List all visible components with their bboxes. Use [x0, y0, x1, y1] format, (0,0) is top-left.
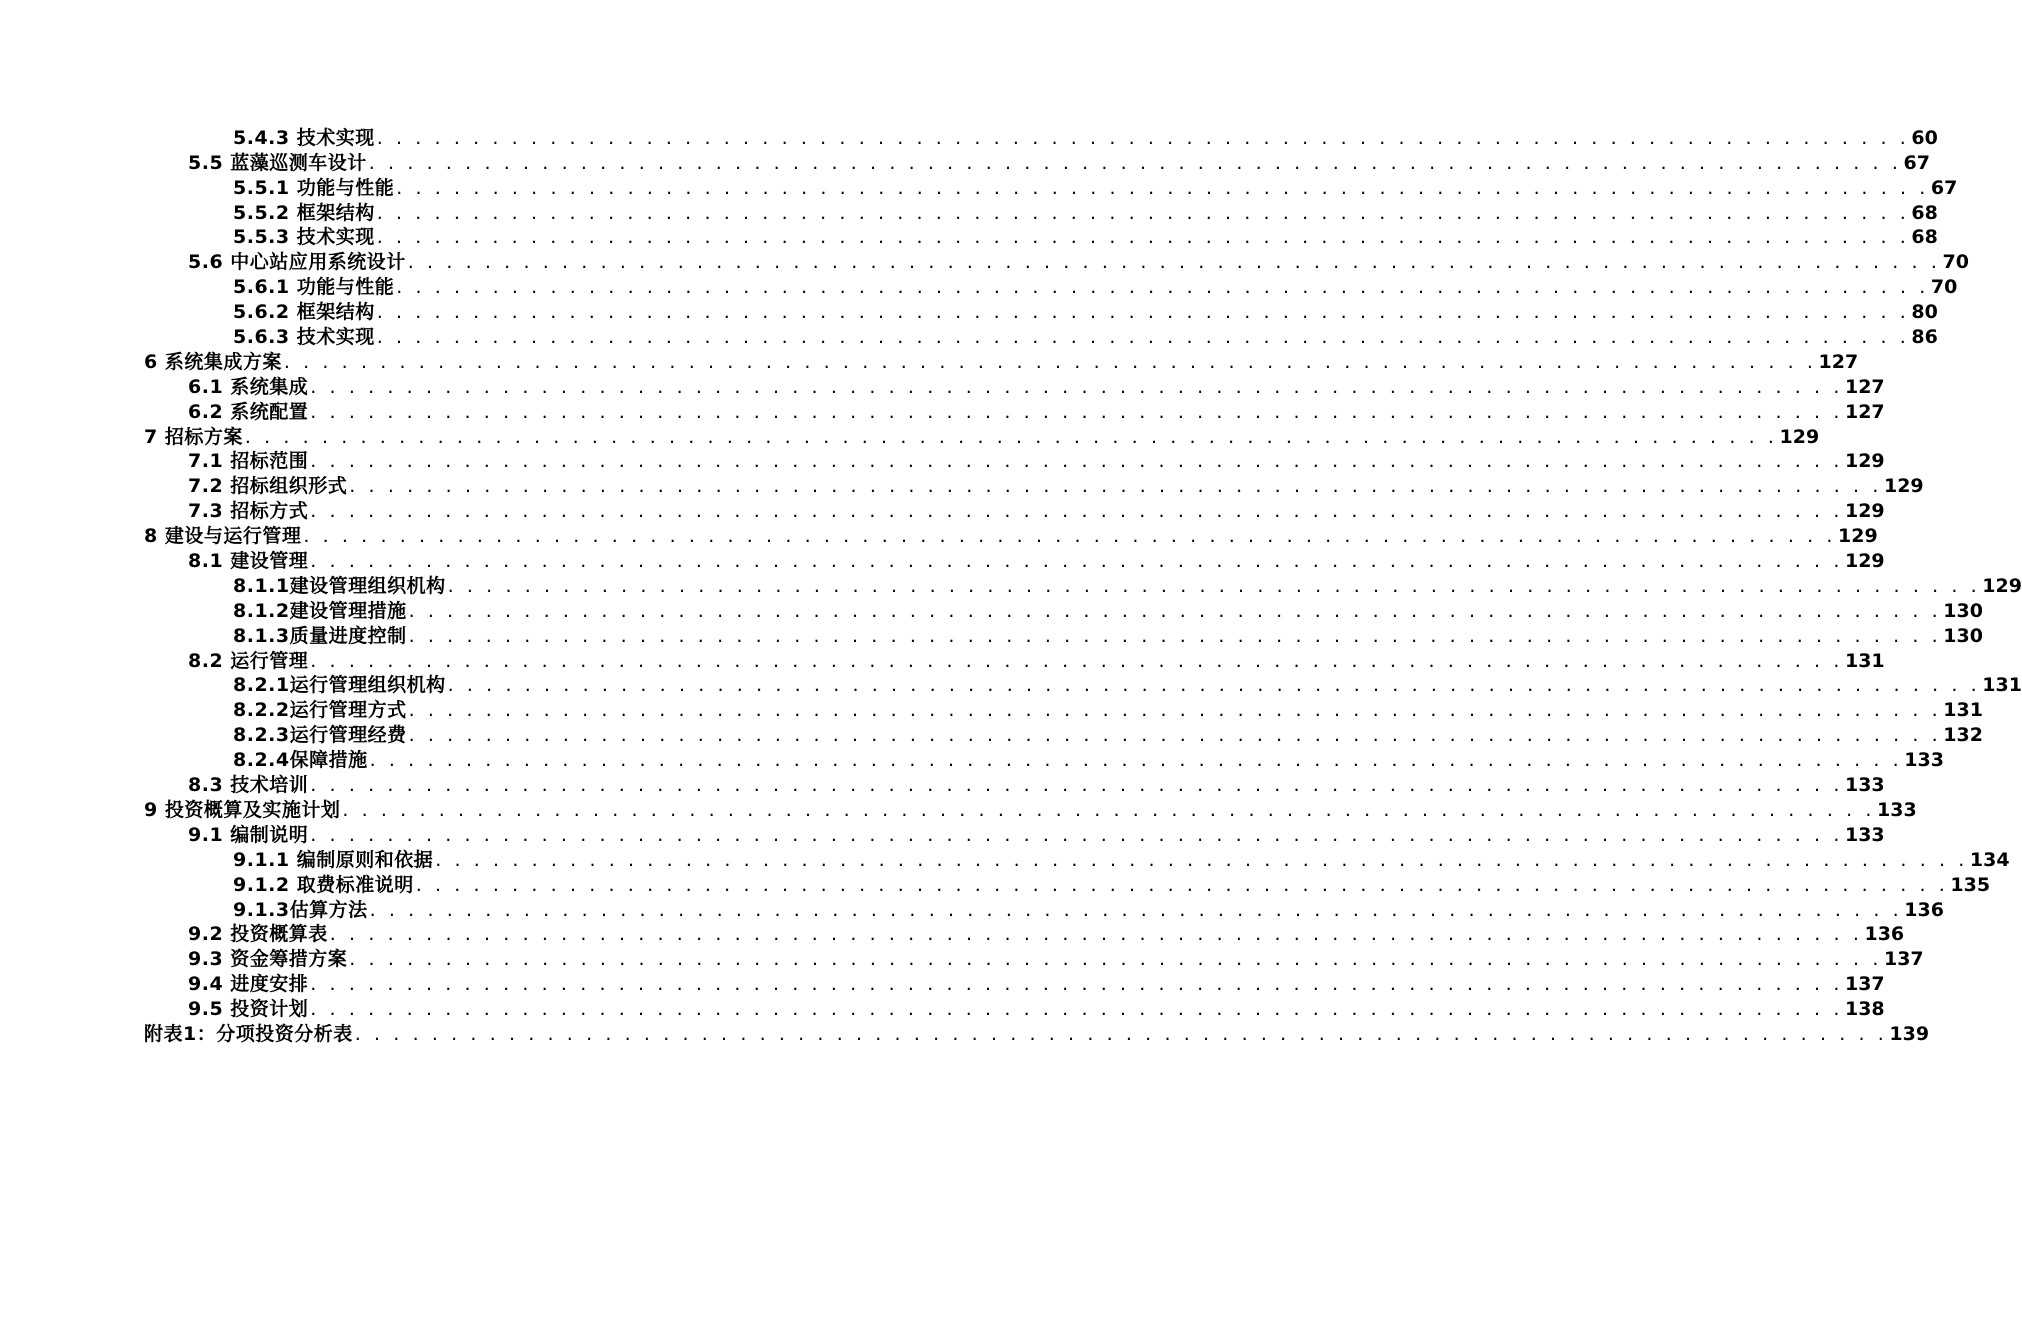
toc-entry-title: 9.2 投资概算表 — [188, 923, 328, 946]
toc-entry[interactable] — [144, 423, 1820, 448]
toc-dot-leader: . . . . . . . . . . . . . . . . . . . . . . . . . . . . . . . . . . . . . . . . . . . . . . . . . . . . . . . . . . . . . . . . . . . . . . . . . . . . . . . . — [310, 649, 1843, 672]
toc-entry-title: 7.3 招标方式 — [188, 500, 309, 523]
toc-entry-title: 8.1.1建设管理组织机构 — [233, 574, 446, 597]
toc-dot-leader: . . . . . . . . . . . . . . . . . . . . . . . . . . . . . . . . . . . . . . . . . . . . . . . . . . . . . . . . . . . . . . . . . . . . . . . . . . . . . . . . — [310, 774, 1843, 797]
toc-dot-leader: . . . . . . . . . . . . . . . . . . . . . . . . . . . . . . . . . . . . . . . . . . . . . . . . . . . . . . . . . . . . . . . . . . . . . . . . . . . . . . . . — [310, 550, 1843, 573]
toc-page-number: 129 — [1844, 550, 1885, 573]
toc-dot-leader: . . . . . . . . . . . . . . . . . . . . . . . . . . . . . . . . . . . . . . . . . . . . . . . . . . . . . . . . . . . . . . . . . . . . . . . . . . . . . . . . — [310, 450, 1843, 473]
toc-entry[interactable] — [188, 821, 1885, 846]
toc-entry-title: 5.6.3 技术实现 — [233, 326, 375, 349]
toc-entry[interactable] — [233, 696, 1983, 722]
toc-dot-leader: . . . . . . . . . . . . . . . . . . . . . . . . . . . . . . . . . . . . . . . . . . . . . . . . . . . . . . . . . . . . . . . . . . . . . . . . . . . . . . . . — [329, 923, 1863, 946]
toc-dot-leader: . . . . . . . . . . . . . . . . . . . . . . . . . . . . . . . . . . . . . . . . . . . . . . . . . . . . . . . . . . . . . . . . . . . . . . . . . . . . . . . . — [396, 276, 1929, 299]
toc-entry[interactable] — [144, 522, 1878, 548]
toc-page-number: 127 — [1818, 350, 1859, 373]
toc-dot-leader: . . . . . . . . . . . . . . . . . . . . . . . . . . . . . . . . . . . . . . . . . . . . . . . . . . . . . . . . . . . . . . . . . . . . . . . . . . . . . . . . — [303, 525, 1837, 548]
toc-page-number: 129 — [1844, 500, 1885, 523]
toc-entry-title: 9.3 资金筹措方案 — [188, 948, 348, 971]
toc-dot-leader: . . . . . . . . . . . . . . . . . . . . . . . . . . . . . . . . . . . . . . . . . . . . . . . . . . . . . . . . . . . . . . . . . . . . . . . . . . . . . . . . — [369, 749, 1903, 772]
toc-entry[interactable] — [188, 995, 1885, 1021]
toc-entry[interactable] — [188, 771, 1885, 797]
toc-dot-leader: . . . . . . . . . . . . . . . . . . . . . . . . . . . . . . . . . . . . . . . . . . . . . . . . . . . . . . . . . . . . . . . . . . . . . . . . . . . . . . . . — [368, 151, 1902, 174]
toc-entry[interactable] — [188, 497, 1885, 523]
toc-dot-leader: . . . . . . . . . . . . . . . . . . . . . . . . . . . . . . . . . . . . . . . . . . . . . . . . . . . . . . . . . . . . . . . . . . . . . . . . . . . . . . . . — [396, 176, 1929, 199]
toc-entry-title: 9.1.3估算方法 — [233, 898, 368, 921]
toc-dot-leader: . . . . . . . . . . . . . . . . . . . . . . . . . . . . . . . . . . . . . . . . . . . . . . . . . . . . . . . . . . . . . . . . . . . . . . . . . . . . . . . . — [354, 1022, 1888, 1045]
toc-page-number: 134 — [1969, 848, 2010, 871]
toc-entry-title: 8.1.2建设管理措施 — [233, 599, 407, 622]
toc-page-number: 127 — [1844, 400, 1885, 423]
toc-page-number: 138 — [1844, 998, 1885, 1021]
toc-page-number: 137 — [1883, 948, 1924, 971]
toc-page-number: 68 — [1911, 201, 1938, 224]
toc-entry[interactable] — [233, 572, 2022, 597]
toc-entry[interactable] — [188, 547, 1885, 573]
toc-entry[interactable] — [233, 174, 1958, 199]
toc-entry[interactable] — [188, 647, 1885, 672]
toc-dot-leader: . . . . . . . . . . . . . . . . . . . . . . . . . . . . . . . . . . . . . . . . . . . . . . . . . . . . . . . . . . . . . . . . . . . . . . . . . . . . . . . . — [310, 973, 1843, 996]
toc-entry-title: 5.4.3 技术实现 — [233, 126, 375, 149]
toc-entry-title: 9.1.2 取费标准说明 — [233, 873, 414, 896]
toc-dot-leader: . . . . . . . . . . . . . . . . . . . . . . . . . . . . . . . . . . . . . . . . . . . . . . . . . . . . . . . . . . . . . . . . . . . . . . . . . . . . . . . . — [415, 873, 1949, 896]
toc-page-number: 129 — [1883, 475, 1924, 498]
toc-page-number: 131 — [1844, 649, 1885, 672]
toc-entry-title: 8.2.1运行管理组织机构 — [233, 674, 446, 697]
toc-dot-leader: . . . . . . . . . . . . . . . . . . . . . . . . . . . . . . . . . . . . . . . . . . . . . . . . . . . . . . . . . . . . . . . . . . . . . . . . . . . . . . . . — [310, 823, 1843, 846]
toc-page-number: 70 — [1942, 251, 1969, 274]
toc-page-number: 129 — [1844, 450, 1885, 473]
toc-dot-leader: . . . . . . . . . . . . . . . . . . . . . . . . . . . . . . . . . . . . . . . . . . . . . . . . . . . . . . . . . . . . . . . . . . . . . . . . . . . . . . . . — [283, 350, 1817, 373]
toc-entry[interactable] — [144, 796, 1917, 821]
toc-entry[interactable] — [233, 721, 1983, 747]
toc-entry-title: 5.6 中心站应用系统设计 — [188, 251, 406, 274]
toc-entry[interactable] — [188, 248, 1969, 274]
toc-dot-leader: . . . . . . . . . . . . . . . . . . . . . . . . . . . . . . . . . . . . . . . . . . . . . . . . . . . . . . . . . . . . . . . . . . . . . . . . . . . . . . . . — [369, 898, 1903, 921]
toc-dot-leader: . . . . . . . . . . . . . . . . . . . . . . . . . . . . . . . . . . . . . . . . . . . . . . . . . . . . . . . . . . . . . . . . . . . . . . . . . . . . . . . . — [435, 848, 1968, 871]
toc-entry[interactable] — [233, 224, 1938, 249]
toc-page-number: 133 — [1877, 798, 1917, 821]
toc-entry-title: 6.1 系统集成 — [188, 375, 309, 398]
toc-page-number: 80 — [1911, 301, 1938, 324]
toc-page-number: 130 — [1943, 624, 1983, 647]
toc-dot-leader: . . . . . . . . . . . . . . . . . . . . . . . . . . . . . . . . . . . . . . . . . . . . . . . . . . . . . . . . . . . . . . . . . . . . . . . . . . . . . . . . — [376, 201, 1910, 224]
toc-entry[interactable] — [233, 298, 1938, 324]
toc-entry[interactable] — [188, 448, 1885, 473]
toc-dot-leader: . . . . . . . . . . . . . . . . . . . . . . . . . . . . . . . . . . . . . . . . . . . . . . . . . . . . . . . . . . . . . . . . . . . . . . . . . . . . . . . . — [376, 126, 1910, 149]
toc-page-number: 67 — [1930, 176, 1958, 199]
toc-entry[interactable] — [233, 896, 1944, 921]
toc-entry[interactable] — [188, 472, 1924, 498]
toc-entry[interactable] — [144, 1020, 1930, 1045]
toc-entry-title: 9 投资概算及实施计划 — [144, 798, 341, 821]
toc-entry-title: 5.6.1 功能与性能 — [233, 276, 395, 299]
toc-entry[interactable] — [188, 373, 1885, 398]
toc-page-number: 129 — [1779, 425, 1820, 448]
toc-dot-leader: . . . . . . . . . . . . . . . . . . . . . . . . . . . . . . . . . . . . . . . . . . . . . . . . . . . . . . . . . . . . . . . . . . . . . . . . . . . . . . . . — [408, 724, 1942, 747]
toc-dot-leader: . . . . . . . . . . . . . . . . . . . . . . . . . . . . . . . . . . . . . . . . . . . . . . . . . . . . . . . . . . . . . . . . . . . . . . . . . . . . . . . . — [376, 326, 1910, 349]
toc-entry-title: 8.2 运行管理 — [188, 649, 309, 672]
toc-dot-leader: . . . . . . . . . . . . . . . . . . . . . . . . . . . . . . . . . . . . . . . . . . . . . . . . . . . . . . . . . . . . . . . . . . . . . . . . . . . . . . . . — [407, 251, 1941, 274]
toc-entry-title: 9.4 进度安排 — [188, 973, 309, 996]
toc-dot-leader: . . . . . . . . . . . . . . . . . . . . . . . . . . . . . . . . . . . . . . . . . . . . . . . . . . . . . . . . . . . . . . . . . . . . . . . . . . . . . . . . — [447, 574, 1981, 597]
toc-entry-title: 9.1 编制说明 — [188, 823, 309, 846]
toc-entry-title: 8.3 技术培训 — [188, 774, 309, 797]
toc-page-number: 68 — [1911, 226, 1938, 249]
toc-dot-leader: . . . . . . . . . . . . . . . . . . . . . . . . . . . . . . . . . . . . . . . . . . . . . . . . . . . . . . . . . . . . . . . . . . . . . . . . . . . . . . . . — [376, 226, 1910, 249]
toc-dot-leader: . . . . . . . . . . . . . . . . . . . . . . . . . . . . . . . . . . . . . . . . . . . . . . . . . . . . . . . . . . . . . . . . . . . . . . . . . . . . . . . . — [310, 998, 1843, 1021]
toc-page-number: 132 — [1943, 724, 1983, 747]
toc-entry[interactable] — [188, 398, 1885, 423]
toc-dot-leader: . . . . . . . . . . . . . . . . . . . . . . . . . . . . . . . . . . . . . . . . . . . . . . . . . . . . . . . . . . . . . . . . . . . . . . . . . . . . . . . . — [342, 798, 1876, 821]
toc-entry-title: 8.2.4保障措施 — [233, 749, 368, 772]
toc-entry-title: 5.5.3 技术实现 — [233, 226, 375, 249]
toc-dot-leader: . . . . . . . . . . . . . . . . . . . . . . . . . . . . . . . . . . . . . . . . . . . . . . . . . . . . . . . . . . . . . . . . . . . . . . . . . . . . . . . . — [408, 599, 1942, 622]
toc-page-number: 131 — [1943, 699, 1983, 722]
toc-entry-title: 6 系统集成方案 — [144, 350, 282, 373]
toc-entry[interactable] — [233, 323, 1938, 349]
toc-entry[interactable] — [233, 273, 1958, 299]
toc-page-number: 131 — [1982, 674, 2022, 697]
toc-entry[interactable] — [233, 199, 1938, 224]
table-of-contents — [0, 124, 2022, 1045]
toc-page-number: 133 — [1844, 823, 1885, 846]
toc-dot-leader: . . . . . . . . . . . . . . . . . . . . . . . . . . . . . . . . . . . . . . . . . . . . . . . . . . . . . . . . . . . . . . . . . . . . . . . . . . . . . . . . — [310, 500, 1843, 523]
toc-entry[interactable] — [233, 124, 1938, 149]
toc-entry-title: 5.5.1 功能与性能 — [233, 176, 395, 199]
toc-dot-leader: . . . . . . . . . . . . . . . . . . . . . . . . . . . . . . . . . . . . . . . . . . . . . . . . . . . . . . . . . . . . . . . . . . . . . . . . . . . . . . . . — [349, 948, 1882, 971]
toc-page-number: 129 — [1838, 525, 1878, 548]
toc-dot-leader: . . . . . . . . . . . . . . . . . . . . . . . . . . . . . . . . . . . . . . . . . . . . . . . . . . . . . . . . . . . . . . . . . . . . . . . . . . . . . . . . — [408, 624, 1942, 647]
toc-entry[interactable] — [188, 970, 1885, 996]
toc-entry-title: 5.5.2 框架结构 — [233, 201, 375, 224]
toc-entry-title: 7.1 招标范围 — [188, 450, 309, 473]
toc-entry[interactable] — [144, 348, 1859, 373]
toc-entry-title: 附表1：分项投资分析表 — [144, 1022, 353, 1045]
toc-entry[interactable] — [188, 921, 1905, 946]
toc-page-number: 133 — [1844, 774, 1885, 797]
toc-page-number: 70 — [1930, 276, 1958, 299]
toc-page-number: 86 — [1911, 326, 1938, 349]
toc-dot-leader: . . . . . . . . . . . . . . . . . . . . . . . . . . . . . . . . . . . . . . . . . . . . . . . . . . . . . . . . . . . . . . . . . . . . . . . . . . . . . . . . — [447, 674, 1981, 697]
toc-entry[interactable] — [233, 597, 1983, 622]
toc-entry[interactable] — [233, 746, 1944, 772]
toc-page-number: 133 — [1904, 749, 1944, 772]
toc-page-number: 139 — [1889, 1022, 1930, 1045]
toc-page-number: 136 — [1904, 898, 1944, 921]
toc-entry[interactable] — [188, 149, 1930, 174]
toc-dot-leader: . . . . . . . . . . . . . . . . . . . . . . . . . . . . . . . . . . . . . . . . . . . . . . . . . . . . . . . . . . . . . . . . . . . . . . . . . . . . . . . . — [310, 400, 1843, 423]
toc-page-number: 130 — [1943, 599, 1983, 622]
toc-entry-title: 7.2 招标组织形式 — [188, 475, 348, 498]
toc-entry-title: 8.2.2运行管理方式 — [233, 699, 407, 722]
toc-entry-title: 6.2 系统配置 — [188, 400, 309, 423]
toc-entry[interactable] — [188, 945, 1924, 971]
toc-dot-leader: . . . . . . . . . . . . . . . . . . . . . . . . . . . . . . . . . . . . . . . . . . . . . . . . . . . . . . . . . . . . . . . . . . . . . . . . . . . . . . . . — [244, 425, 1778, 448]
toc-entry-title: 7 招标方案 — [144, 425, 243, 448]
toc-entry-title: 5.6.2 框架结构 — [233, 301, 375, 324]
toc-entry-title: 5.5 蓝藻巡测车设计 — [188, 151, 367, 174]
toc-page-number: 67 — [1903, 151, 1930, 174]
toc-page-number: 135 — [1950, 873, 1991, 896]
toc-entry[interactable] — [233, 672, 2022, 697]
toc-page-number: 60 — [1911, 126, 1938, 149]
toc-entry[interactable] — [233, 846, 2010, 871]
toc-page-number: 137 — [1844, 973, 1885, 996]
toc-entry-title: 8 建设与运行管理 — [144, 525, 302, 548]
toc-page-number: 127 — [1844, 375, 1885, 398]
toc-entry-title: 8.1.3质量进度控制 — [233, 624, 407, 647]
toc-page-number: 136 — [1864, 923, 1905, 946]
toc-page-number: 129 — [1982, 574, 2022, 597]
toc-dot-leader: . . . . . . . . . . . . . . . . . . . . . . . . . . . . . . . . . . . . . . . . . . . . . . . . . . . . . . . . . . . . . . . . . . . . . . . . . . . . . . . . — [349, 475, 1882, 498]
toc-entry[interactable] — [233, 871, 1991, 896]
toc-dot-leader: . . . . . . . . . . . . . . . . . . . . . . . . . . . . . . . . . . . . . . . . . . . . . . . . . . . . . . . . . . . . . . . . . . . . . . . . . . . . . . . . — [408, 699, 1942, 722]
toc-entry-title: 9.5 投资计划 — [188, 998, 309, 1021]
toc-entry[interactable] — [233, 622, 1983, 647]
toc-dot-leader: . . . . . . . . . . . . . . . . . . . . . . . . . . . . . . . . . . . . . . . . . . . . . . . . . . . . . . . . . . . . . . . . . . . . . . . . . . . . . . . . — [376, 301, 1910, 324]
toc-entry-title: 8.1 建设管理 — [188, 550, 309, 573]
toc-entry-title: 8.2.3运行管理经费 — [233, 724, 407, 747]
toc-dot-leader: . . . . . . . . . . . . . . . . . . . . . . . . . . . . . . . . . . . . . . . . . . . . . . . . . . . . . . . . . . . . . . . . . . . . . . . . . . . . . . . . — [310, 375, 1843, 398]
toc-entry-title: 9.1.1 编制原则和依据 — [233, 848, 434, 871]
